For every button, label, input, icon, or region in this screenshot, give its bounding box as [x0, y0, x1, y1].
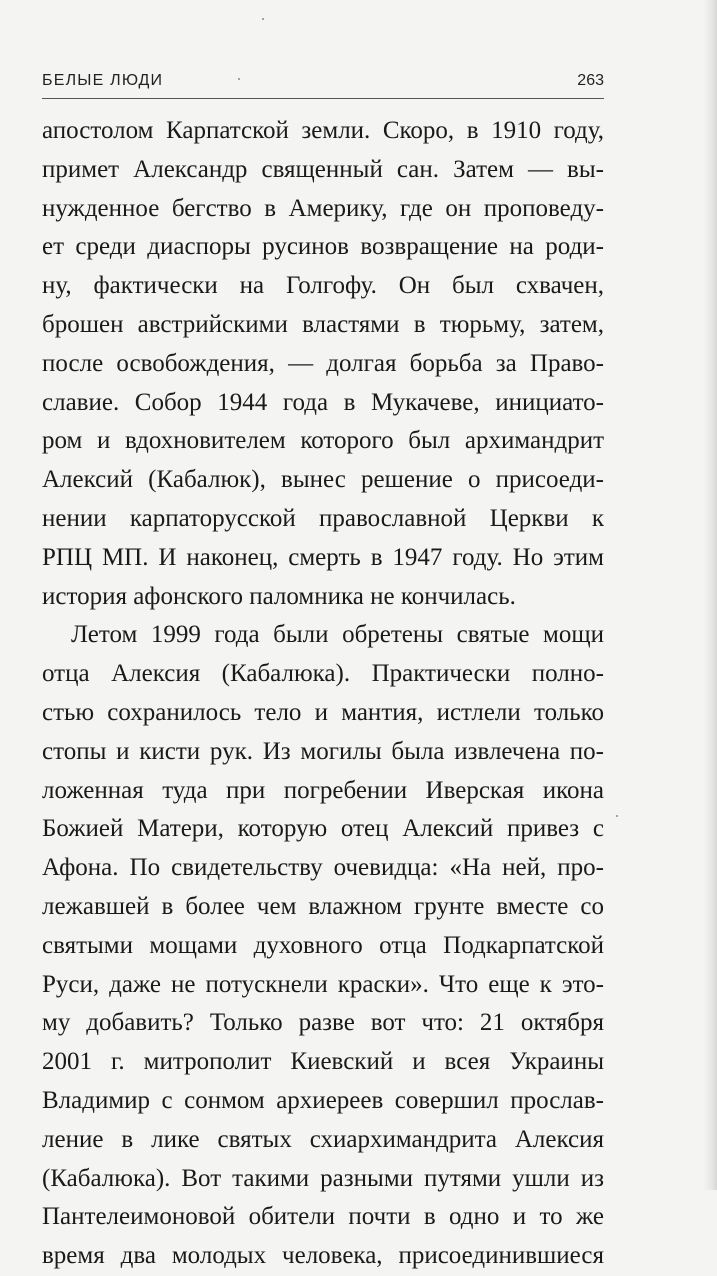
- text-line: ложенная туда при погребении Иверская икона: [42, 776, 604, 804]
- paragraph-last-line: история афонского паломника не кончилась.: [42, 582, 516, 610]
- text-line: Божией Матери, которую отец Алексий привез с: [42, 815, 604, 843]
- text-line: примет Александр священный сан. Затем — вы-: [42, 155, 604, 183]
- scan-speck: [616, 815, 618, 817]
- text-line: славие. Собор 1944 года в Мукачеве, инициато-: [42, 388, 604, 416]
- scan-speck: [262, 18, 264, 20]
- running-title: БЕЛЫЕ ЛЮДИ: [42, 72, 164, 89]
- text-line: Алексий (Кабалюк), вынес решение о присоеди-: [42, 466, 604, 494]
- text-line: Афона. По свидетельству очевидца: «На ней, про-: [42, 854, 604, 882]
- text-line: время два молодых человека, присоединившиеся: [42, 1242, 604, 1270]
- text-line: му добавить? Только разве вот что: 21 октября: [42, 1009, 604, 1037]
- text-line: ет среди диаспоры русинов возвращение на роди-: [42, 233, 604, 261]
- text-line: Руси, даже не потускнели краски». Что еще к это-: [42, 970, 604, 998]
- text-line: ром и вдохновителем которого был архимандрит: [42, 427, 604, 455]
- text-line: нении карпаторусской православной Церкви к: [42, 504, 604, 532]
- text-line: РПЦ МП. И наконец, смерть в 1947 году. Но этим: [42, 543, 604, 571]
- page-number: 263: [577, 72, 604, 89]
- text-line: после освобождения, — долгая борьба за Право-: [42, 349, 604, 377]
- text-line: святыми мощами духовного отца Подкарпатской: [42, 931, 604, 959]
- text-line: стопы и кисти рук. Из могилы была извлечена по-: [42, 737, 604, 765]
- scan-edge-shadow: [703, 0, 717, 1190]
- text-line: Владимир с сонмом архиереев совершил прослав-: [42, 1086, 604, 1114]
- text-line: 2001 г. митрополит Киевский и всея Украины: [42, 1048, 604, 1076]
- text-line: апостолом Карпатской земли. Скоро, в 1910 году,: [42, 117, 604, 144]
- text-line: нужденное бегство в Америку, где он проповеду-: [42, 194, 604, 222]
- paragraph-first-line: Летом 1999 года были обретены святые мощи: [71, 621, 604, 649]
- text-line: лежавшей в более чем влажном грунте вместе со: [42, 892, 604, 920]
- text-line: брошен австрийскими властями в тюрьму, затем,: [42, 310, 604, 338]
- running-head: [42, 72, 604, 96]
- text-line: ление в лике святых схиархимандрита Алексия: [42, 1125, 604, 1153]
- text-line: отца Алексия (Кабалюка). Практически полно-: [42, 660, 604, 688]
- body-text: [42, 112, 604, 1276]
- text-line: ну, фактически на Голгофу. Он был схвачен,: [42, 272, 604, 300]
- header-rule: [42, 98, 604, 99]
- text-line: стью сохранилось тело и мантия, истлели только: [42, 698, 604, 726]
- scan-speck: [238, 78, 240, 80]
- text-line: Пантелеимоновой обители почти в одно и то же: [42, 1203, 604, 1231]
- text-line: (Кабалюка). Вот такими разными путями ушли из: [42, 1164, 604, 1192]
